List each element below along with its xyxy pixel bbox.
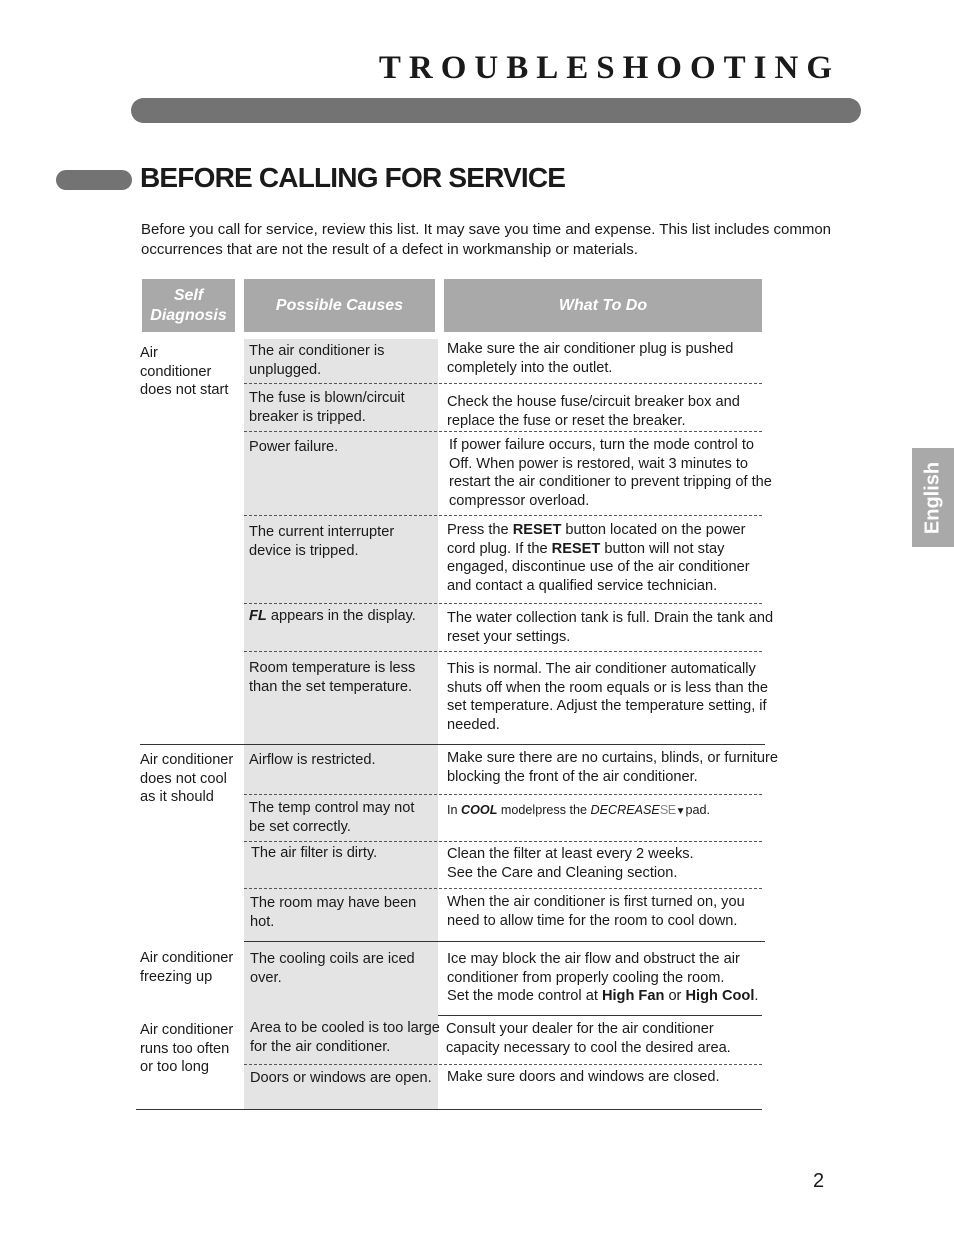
header-what-to-do: What To Do xyxy=(444,279,762,332)
table-bottom-rule xyxy=(136,1109,762,1110)
fl-code: FL xyxy=(249,608,267,624)
todo-unplugged: Make sure the air conditioner plug is pushed completely into the outlet. xyxy=(447,341,734,376)
group-divider xyxy=(438,1015,762,1016)
todo-room-temp-low: This is normal. The air conditioner automatically shuts off when the room equals or is less than the set temperature. Adjust the temperature setting, if needed. xyxy=(447,661,768,733)
todo-room-hot: When the air conditioner is first turned on, you need to allow time for the room to cool down. xyxy=(447,894,745,929)
cause-doors-open: Doors or windows are open. xyxy=(250,1070,432,1086)
reset-button-label: RESET xyxy=(512,522,562,538)
todo-filter-dirty: Clean the filter at least every 2 weeks. See the Care and Cleaning section. xyxy=(447,846,694,881)
cause-area-too-large: Area to be cooled is too large for the air conditioner. xyxy=(250,1020,440,1055)
cause-fl-display: FL appears in the display. xyxy=(249,608,416,624)
row-divider xyxy=(244,383,762,384)
todo-fl-display: The water collection tank is full. Drain the tank and reset your settings. xyxy=(447,610,774,645)
todo-coils-iced: Ice may block the air flow and obstruct the air conditioner from properly cooling the room. Set the mode control at High Fan or High Cool. xyxy=(447,951,759,1005)
down-arrow-icon: ▼ xyxy=(675,806,686,817)
decrease-key-ghost: SE xyxy=(659,803,676,817)
reset-button-label: RESET xyxy=(551,540,601,557)
symptom-does-not-cool: Air conditioner does not cool as it should xyxy=(140,752,234,806)
cause-room-temp-low: Room temperature is less than the set temperature. xyxy=(249,660,416,695)
symptom-freezing-up: Air conditioner freezing up xyxy=(140,950,234,985)
cause-airflow-restricted: Airflow is restricted. xyxy=(249,752,376,768)
group-divider xyxy=(140,744,765,745)
row-divider xyxy=(244,841,762,842)
todo-temp-control: In COOL modelpress the DECREASESE▼pad. xyxy=(447,803,711,817)
header-self-diagnosis: Self Diagnosis xyxy=(142,279,235,332)
cause-interrupter-tripped: The current interrupter device is tripped. xyxy=(249,524,395,559)
cause-room-hot: The room may have been hot. xyxy=(250,895,417,930)
header-bar xyxy=(131,98,861,123)
cause-coils-iced: The cooling coils are iced over. xyxy=(250,951,415,986)
row-divider xyxy=(244,603,762,604)
cause-unplugged: The air conditioner is unplugged. xyxy=(249,343,385,378)
todo-area-too-large: Consult your dealer for the air conditioner capacity necessary to cool the desired area. xyxy=(446,1021,731,1056)
row-divider xyxy=(244,888,762,889)
todo-interrupter-tripped: Press the RESET button located on the power cord plug. If the RESET button will not stay engaged, discontinue use of the air conditioner and contact a qualified service technician. xyxy=(447,522,750,594)
decrease-key-label: DECREASE xyxy=(590,803,660,817)
row-divider xyxy=(244,651,762,652)
section-title: BEFORE CALLING FOR SERVICE xyxy=(140,162,566,193)
row-divider xyxy=(244,794,762,795)
language-tab-label: English xyxy=(921,461,944,534)
cause-fuse-blown: The fuse is blown/circuit breaker is tripped. xyxy=(249,390,405,425)
todo-airflow-restricted: Make sure there are no curtains, blinds, or furniture blocking the front of the air conditioner. xyxy=(447,750,778,785)
row-divider xyxy=(244,515,762,516)
cause-filter-dirty: The air filter is dirty. xyxy=(251,845,378,861)
section-pill-marker xyxy=(56,170,132,190)
intro-paragraph: Before you call for service, review this list. It may save you time and expense. This list includes common occurrences that are not the result of a defect in workmanship or materials. xyxy=(141,221,832,258)
symptom-runs-too-long: Air conditioner runs too often or too long xyxy=(140,1022,234,1076)
page-number: 2 xyxy=(813,1170,825,1192)
cause-temp-control: The temp control may not be set correctly. xyxy=(249,800,415,835)
row-divider xyxy=(244,431,762,432)
row-divider xyxy=(244,1064,762,1065)
todo-power-failure: If power failure occurs, turn the mode control to Off. When power is restored, wait 3 minutes to restart the air conditioner to prevent tripping of the compressor overload. xyxy=(449,437,772,509)
language-tab xyxy=(912,448,954,547)
todo-fuse-blown: Check the house fuse/circuit breaker box and replace the fuse or reset the breaker. xyxy=(447,394,740,429)
cool-mode-label: COOL xyxy=(461,803,498,817)
cause-power-failure: Power failure. xyxy=(249,439,339,455)
header-possible-causes: Possible Causes xyxy=(244,279,435,332)
group-divider xyxy=(244,941,765,942)
chapter-title: TROUBLESHOOTING xyxy=(378,50,840,86)
symptom-does-not-start: Air conditioner does not start xyxy=(140,345,229,399)
todo-doors-open: Make sure doors and windows are closed. xyxy=(447,1069,720,1085)
